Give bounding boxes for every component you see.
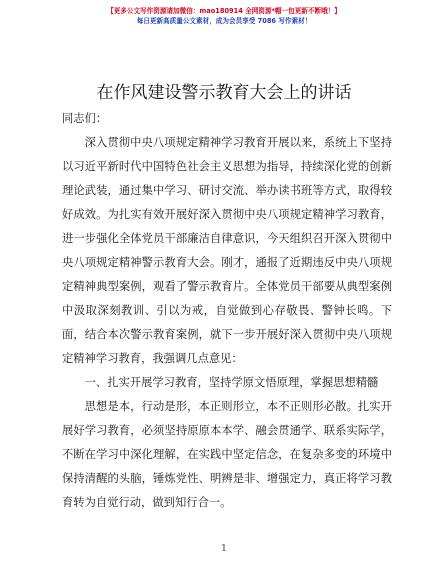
promo-banner-line-1: 【更多公文写作资源请加微信：mao180914 全网资源*帽一包更新不断哦！】 bbox=[107, 7, 341, 15]
paragraph-section-1: 思想是本，行动是形，本正则形立，本不正则形必散。扎实开展好学习教育，必须坚持原原本本学、融会贯通学、联系实际学，不断在学习中深化理解，在实践中坚定信念，在复杂多变的环境中保持清醒的头脑，锤炼党性、明辨是非、增强定力，真正将学习教育转为自觉行动，做到知行合一。 bbox=[62, 400, 392, 509]
page-number: 1 bbox=[221, 544, 227, 554]
paragraph-intro: 深入贯彻中央八项规定精神学习教育开展以来，系统上下坚持以习近平新时代中国特色社会主义思想为指导，持续深化党的创新理论武装，通过集中学习、研讨交流、举办读书班等方式，取得较好成效。为扎实有效开展好深入贯彻中央八项规定精神学习教育，进一步强化全体党员干部廉洁自律意识，今天组织召开深入贯彻中央八项规定精神警示教育大会。刚才，通报了近期违反中央八项规定精神典型案例，观看了警示教育片。全体党员干部要从典型案例中汲取深刻教训、引以为戒，自觉做到心存敬畏、警钟长鸣。下面，结合本次警示教育案例，就下一步开展好深入贯彻中央八项规定精神学习教育，我强调几点意见： bbox=[62, 136, 392, 365]
document-title: 在作风建设警示教育大会上的讲话 bbox=[96, 83, 352, 103]
section-heading-1: 一、扎实开展学习教育，坚持学原文悟原理，掌握思想精髓 bbox=[84, 376, 379, 389]
salutation: 同志们： bbox=[62, 112, 108, 125]
document-body bbox=[62, 107, 392, 515]
promo-banner-line-2: 每日更新高质量公文素材，成为会员享受 7086 写作素材！ bbox=[136, 17, 312, 25]
promo-banner bbox=[0, 6, 448, 26]
